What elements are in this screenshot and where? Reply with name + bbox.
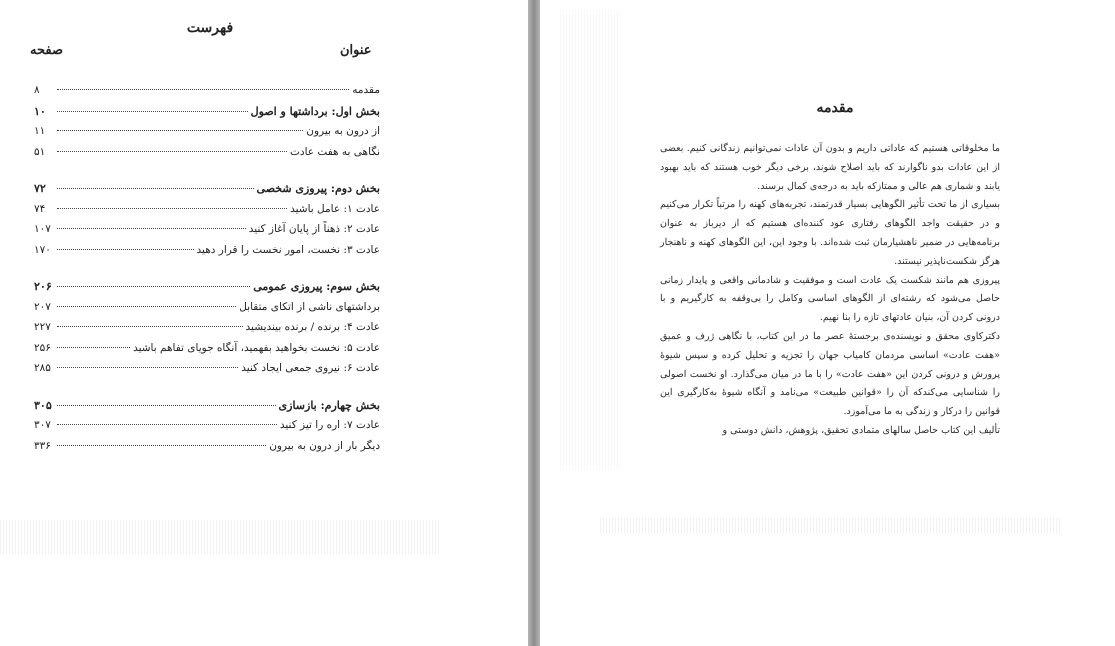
toc-entry-page: ۱۱ — [34, 125, 46, 137]
toc-entry-label: بخش چهارم: بازسازی — [278, 398, 380, 412]
toc-entry-label: بخش دوم: پیروزی شخصی — [256, 182, 380, 195]
toc-entry — [34, 342, 380, 363]
toc-entry — [34, 419, 380, 440]
scan-noise — [0, 520, 440, 554]
intro-paragraph: ما مخلوقاتی هستیم که عاداتی داریم و بدون آن عادات نمی‌توانیم زندگانی کنیم. بعضی از این عادات بدو ناگوارند که باید اصلاح شوند، برخی دیگر خوب هستند که باید بهبود یابند و شماری هم عالی و ممتازکه باید به درجه‌ی کمال برسند. — [660, 143, 1000, 192]
toc-list — [34, 84, 380, 476]
toc-entry — [34, 203, 380, 224]
toc-entry-page: ۵۱ — [34, 145, 46, 158]
toc-entry — [34, 223, 380, 244]
toc-entry — [34, 301, 380, 322]
toc-entry — [34, 146, 380, 167]
toc-leader-dots — [57, 228, 246, 229]
toc-leader-dots — [57, 130, 303, 131]
intro-paragraph: دکترکاوی محقق و نویسنده‌ی برجسته‌ٔ عصر ما در این کتاب، با نگاهی ژرف و عمیق «هفت عادت» اساسی مردمان کامیاب جهان را تجزیه و تحلیل کرده و سپس شیوهٔ پرورش و درونی کردن این «هفت عادت» را با ما در میان می‌گذارد. او نخست اصولی را شناسایی می‌کندکه آن را «قوانین طبیعت» می‌نامد و آنگاه شیوهٔ به‌کارگیری این قوانین را درکار و زندگی به ما می‌آموزد. — [660, 330, 1000, 418]
toc-entry — [34, 321, 380, 342]
toc-section-heading — [34, 399, 380, 420]
toc-group — [34, 84, 380, 166]
toc-entry-label: عادت ۲: ذهناً از پایان آغاز کنید — [248, 223, 380, 235]
toc-entry-page: ۳۰۷ — [34, 419, 51, 431]
toc-entry-label: عادت ۴: برنده / برنده بیندیشید — [245, 321, 380, 333]
toc-entry-label: نگاهی به هفت عادت — [290, 145, 380, 158]
toc-entry — [34, 362, 380, 383]
intro-paragraph: پیروزی هم مانند شکست یک عادت است و موفقیت و شادمانی واقعی و پایدار زمانی حاصل می‌شود که رشته‌ای از الگوهای اساسی وکامل را بی‌وقفه به کارگیریم و با درونی کردن آن، بنیان عادتهای تازه را بنا نهیم. — [660, 274, 1000, 324]
toc-entry-page: ۳۳۶ — [34, 439, 51, 452]
toc-entry — [34, 440, 380, 461]
intro-paragraph: بسیاری از ما تحت تأثیر الگوهایی بسیار قدرتمند، تجربه‌های کهنه را مرتباً تکرار می‌کنیم و در حقیقت واجد الگوهای رفتاری عود کننده‌ای هستیم که از دیرباز به عنوان برنامه‌هایی در ضمیر ناهشیارمان ثبت شده‌اند. با وجود این، این الگوهای کهنه و ناهنجار هرگز شکست‌ناپذیر نیستند. — [660, 199, 1000, 267]
toc-group — [34, 182, 380, 264]
toc-leader-dots — [57, 367, 238, 368]
toc-entry-page: ۸ — [34, 84, 40, 96]
toc-entry-label: از درون به بیرون — [306, 125, 380, 137]
toc-entry-page: ۱۰ — [34, 104, 46, 118]
toc-leader-dots — [57, 326, 243, 327]
toc-entry-page: ۲۸۵ — [34, 362, 51, 374]
toc-leader-dots — [57, 208, 287, 209]
intro-paragraph: تألیف این کتاب حاصل سالهای متمادی تحقیق، پژوهش، دانش دوستی و — [722, 424, 1000, 436]
toc-leader-dots — [57, 306, 236, 307]
toc-leader-dots — [57, 445, 266, 446]
toc-entry-page: ۲۲۷ — [34, 321, 51, 333]
toc-entry-label: عادت ۵: نخست بخواهید بفهمید، آنگاه جویای تفاهم باشید — [133, 341, 380, 354]
scan-noise-edge — [560, 10, 620, 470]
toc-title: فهرست — [186, 20, 234, 36]
toc-entry-label: بخش سوم: پیروزی عمومی — [253, 280, 380, 293]
toc-entry-page: ۳۰۵ — [34, 398, 52, 412]
toc-entry-label: عادت ۱: عامل باشید — [290, 202, 380, 215]
intro-title: مقدمه — [816, 100, 854, 116]
toc-column-title: عنوان — [340, 43, 372, 58]
toc-entry-label: برداشتهای ناشی از اتکای متقابل — [239, 300, 380, 313]
toc-group — [34, 280, 380, 383]
toc-entry-page: ۲۵۶ — [34, 341, 51, 354]
toc-entry-label: مقدمه — [352, 84, 380, 96]
toc-entry-page: ۱۷۰ — [34, 243, 51, 256]
toc-entry-label: عادت ۶: نیروی جمعی ایجاد کنید — [241, 362, 380, 374]
toc-section-heading — [34, 105, 380, 126]
toc-leader-dots — [57, 347, 130, 348]
toc-leader-dots — [57, 188, 254, 189]
book-gutter — [528, 0, 540, 646]
intro-page — [540, 0, 1115, 646]
toc-leader-dots — [57, 249, 194, 250]
toc-entry-page: ۲۰۶ — [34, 280, 52, 293]
toc-page — [0, 0, 528, 646]
toc-entry-page: ۷۲ — [34, 182, 46, 195]
toc-entry-label: عادت ۳: نخست، امور نخست را قرار دهید — [196, 243, 380, 256]
toc-entry — [34, 84, 380, 105]
scan-noise-bottom — [600, 518, 1060, 534]
toc-leader-dots — [57, 89, 349, 90]
toc-entry-label: بخش اول: برداشتها و اصول — [250, 104, 380, 118]
toc-leader-dots — [57, 424, 277, 425]
toc-entry-page: ۷۴ — [34, 202, 46, 215]
toc-entry-label: دیگر بار از درون به بیرون — [269, 439, 380, 452]
toc-entry-page: ۱۰۷ — [34, 223, 51, 235]
toc-leader-dots — [57, 286, 250, 287]
toc-entry-label: عادت ۷: اره را تیز کنید — [279, 419, 380, 431]
toc-entry-page: ۲۰۷ — [34, 300, 51, 313]
toc-group — [34, 399, 380, 461]
toc-leader-dots — [57, 405, 276, 406]
toc-section-heading — [34, 182, 380, 203]
toc-section-heading — [34, 280, 380, 301]
toc-column-page: صفحه — [30, 43, 63, 58]
toc-entry — [34, 244, 380, 265]
toc-leader-dots — [57, 111, 248, 112]
toc-entry — [34, 125, 380, 146]
intro-body — [660, 140, 1000, 441]
toc-leader-dots — [57, 151, 287, 152]
